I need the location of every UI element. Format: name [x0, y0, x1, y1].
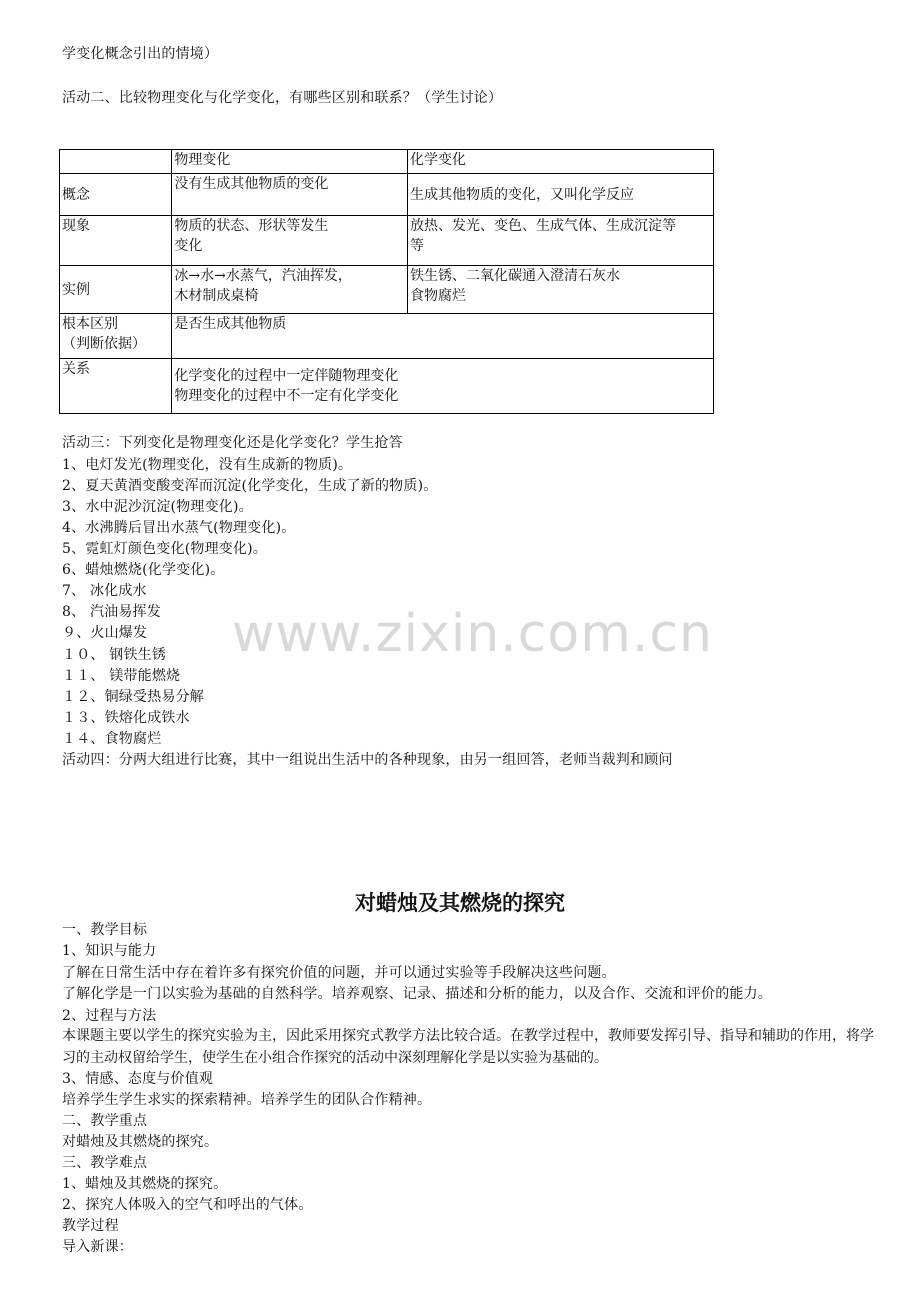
table-cell: 放热、发光、变色、生成气体、生成沉淀等 等 [407, 216, 713, 266]
list-item: １０、 钢铁生锈 [62, 647, 167, 663]
subheading: 3、情感、态度与价值观 [62, 1071, 214, 1087]
text-line: 对蜡烛及其燃烧的探究。 [62, 1134, 219, 1150]
table-cell: 生成其他物质的变化，又叫化学反应 [407, 174, 713, 216]
list-item: 3、水中泥沙沉淀(物理变化)。 [62, 499, 253, 515]
list-item: １１、 镁带能燃烧 [62, 668, 181, 684]
list-item: 2、夏天黄酒变酸变浑而沉淀(化学变化，生成了新的物质)。 [62, 478, 438, 494]
text-line: 了解化学是一门以实验为基础的自然科学。培养观察、记录、描述和分析的能力，以及合作、交流和评价的能力。 [62, 986, 772, 1002]
list-item: 4、水沸腾后冒出水蒸气(物理变化)。 [62, 520, 296, 536]
list-item: １４、食物腐烂 [62, 731, 162, 747]
table-row [60, 314, 714, 359]
list-item: 6、蜡烛燃烧(化学变化)。 [62, 562, 225, 578]
list-item: 5、霓虹灯颜色变化(物理变化)。 [62, 541, 268, 557]
subheading: 1、知识与能力 [62, 943, 157, 959]
table-cell: 没有生成其他物质的变化 [172, 174, 408, 216]
comparison-table [59, 149, 714, 414]
activity2-heading: 活动二、比较物理变化与化学变化，有哪些区别和联系？（学生讨论） [62, 90, 503, 106]
table-cell: 现象 [60, 216, 172, 266]
list-item: 8、 汽油易挥发 [62, 604, 161, 620]
method-paragraph: 本课题主要以学生的探究实验为主，因此采用探究式教学方法比较合适。在教学过程中，教师要发挥引导、指导和辅助的作用，将学习的主动权留给学生，使学生在小组合作探究的活动中深刻理解化学是以实验为基础的。 [62, 1028, 874, 1066]
text-line: 学变化概念引出的情境） [62, 46, 219, 62]
table-cell: 冰→水→水蒸气，汽油挥发， 木材制成桌椅 [172, 266, 408, 314]
table-row [60, 359, 714, 414]
heading-difficulties: 三、教学难点 [62, 1155, 148, 1171]
watermark: www.zixin.com.cn [232, 604, 713, 664]
table-cell: 铁生锈、二氧化碳通入澄清石灰水 食物腐烂 [407, 266, 713, 314]
table-cell: 根本区别 （判断依据） [60, 314, 172, 359]
table-header-chemical: 化学变化 [407, 150, 713, 174]
section-title: 对蜡烛及其燃烧的探究 [355, 890, 565, 915]
table-cell: 关系 [60, 359, 172, 414]
table-header-physical: 物理变化 [172, 150, 408, 174]
table-cell [60, 150, 172, 174]
table-row [60, 150, 714, 174]
table-cell: 实例 [60, 266, 172, 314]
list-item: 1、蜡烛及其燃烧的探究。 [62, 1176, 228, 1192]
text-line: 了解在日常生活中存在着许多有探究价值的问题，并可以通过实验等手段解决这些问题。 [62, 965, 616, 981]
list-item: 1、电灯发光(物理变化，没有生成新的物质)。 [62, 457, 353, 473]
table-cell: 是否生成其他物质 [172, 314, 714, 359]
table-cell: 概念 [60, 174, 172, 216]
subheading: 2、过程与方法 [62, 1008, 157, 1024]
text-line: 培养学生学生求实的探索精神。培养学生的团队合作精神。 [62, 1092, 432, 1108]
list-item: １２、铜绿受热易分解 [62, 689, 204, 705]
table-row [60, 266, 714, 314]
list-item: 7、 冰化成水 [62, 583, 147, 599]
heading-process: 教学过程 [62, 1218, 119, 1234]
list-item: １３、铁熔化成铁水 [62, 710, 190, 726]
table-cell: 物质的状态、形状等发生 变化 [172, 216, 408, 266]
table-cell: 化学变化的过程中一定伴随物理变化 物理变化的过程中不一定有化学变化 [172, 359, 714, 414]
table-row [60, 216, 714, 266]
activity3-heading: 活动三：下列变化是物理变化还是化学变化？学生抢答 [62, 435, 403, 451]
activity4-heading: 活动四：分两大组进行比赛，其中一组说出生活中的各种现象，由另一组回答，老师当裁判和顾问 [62, 752, 673, 768]
text-line: 导入新课： [62, 1239, 133, 1255]
table-row [60, 174, 714, 216]
list-item: ９、火山爆发 [62, 625, 148, 641]
list-item: 2、探究人体吸入的空气和呼出的气体。 [62, 1197, 313, 1213]
heading-objectives: 一、教学目标 [62, 922, 148, 938]
heading-key-points: 二、教学重点 [62, 1113, 148, 1129]
